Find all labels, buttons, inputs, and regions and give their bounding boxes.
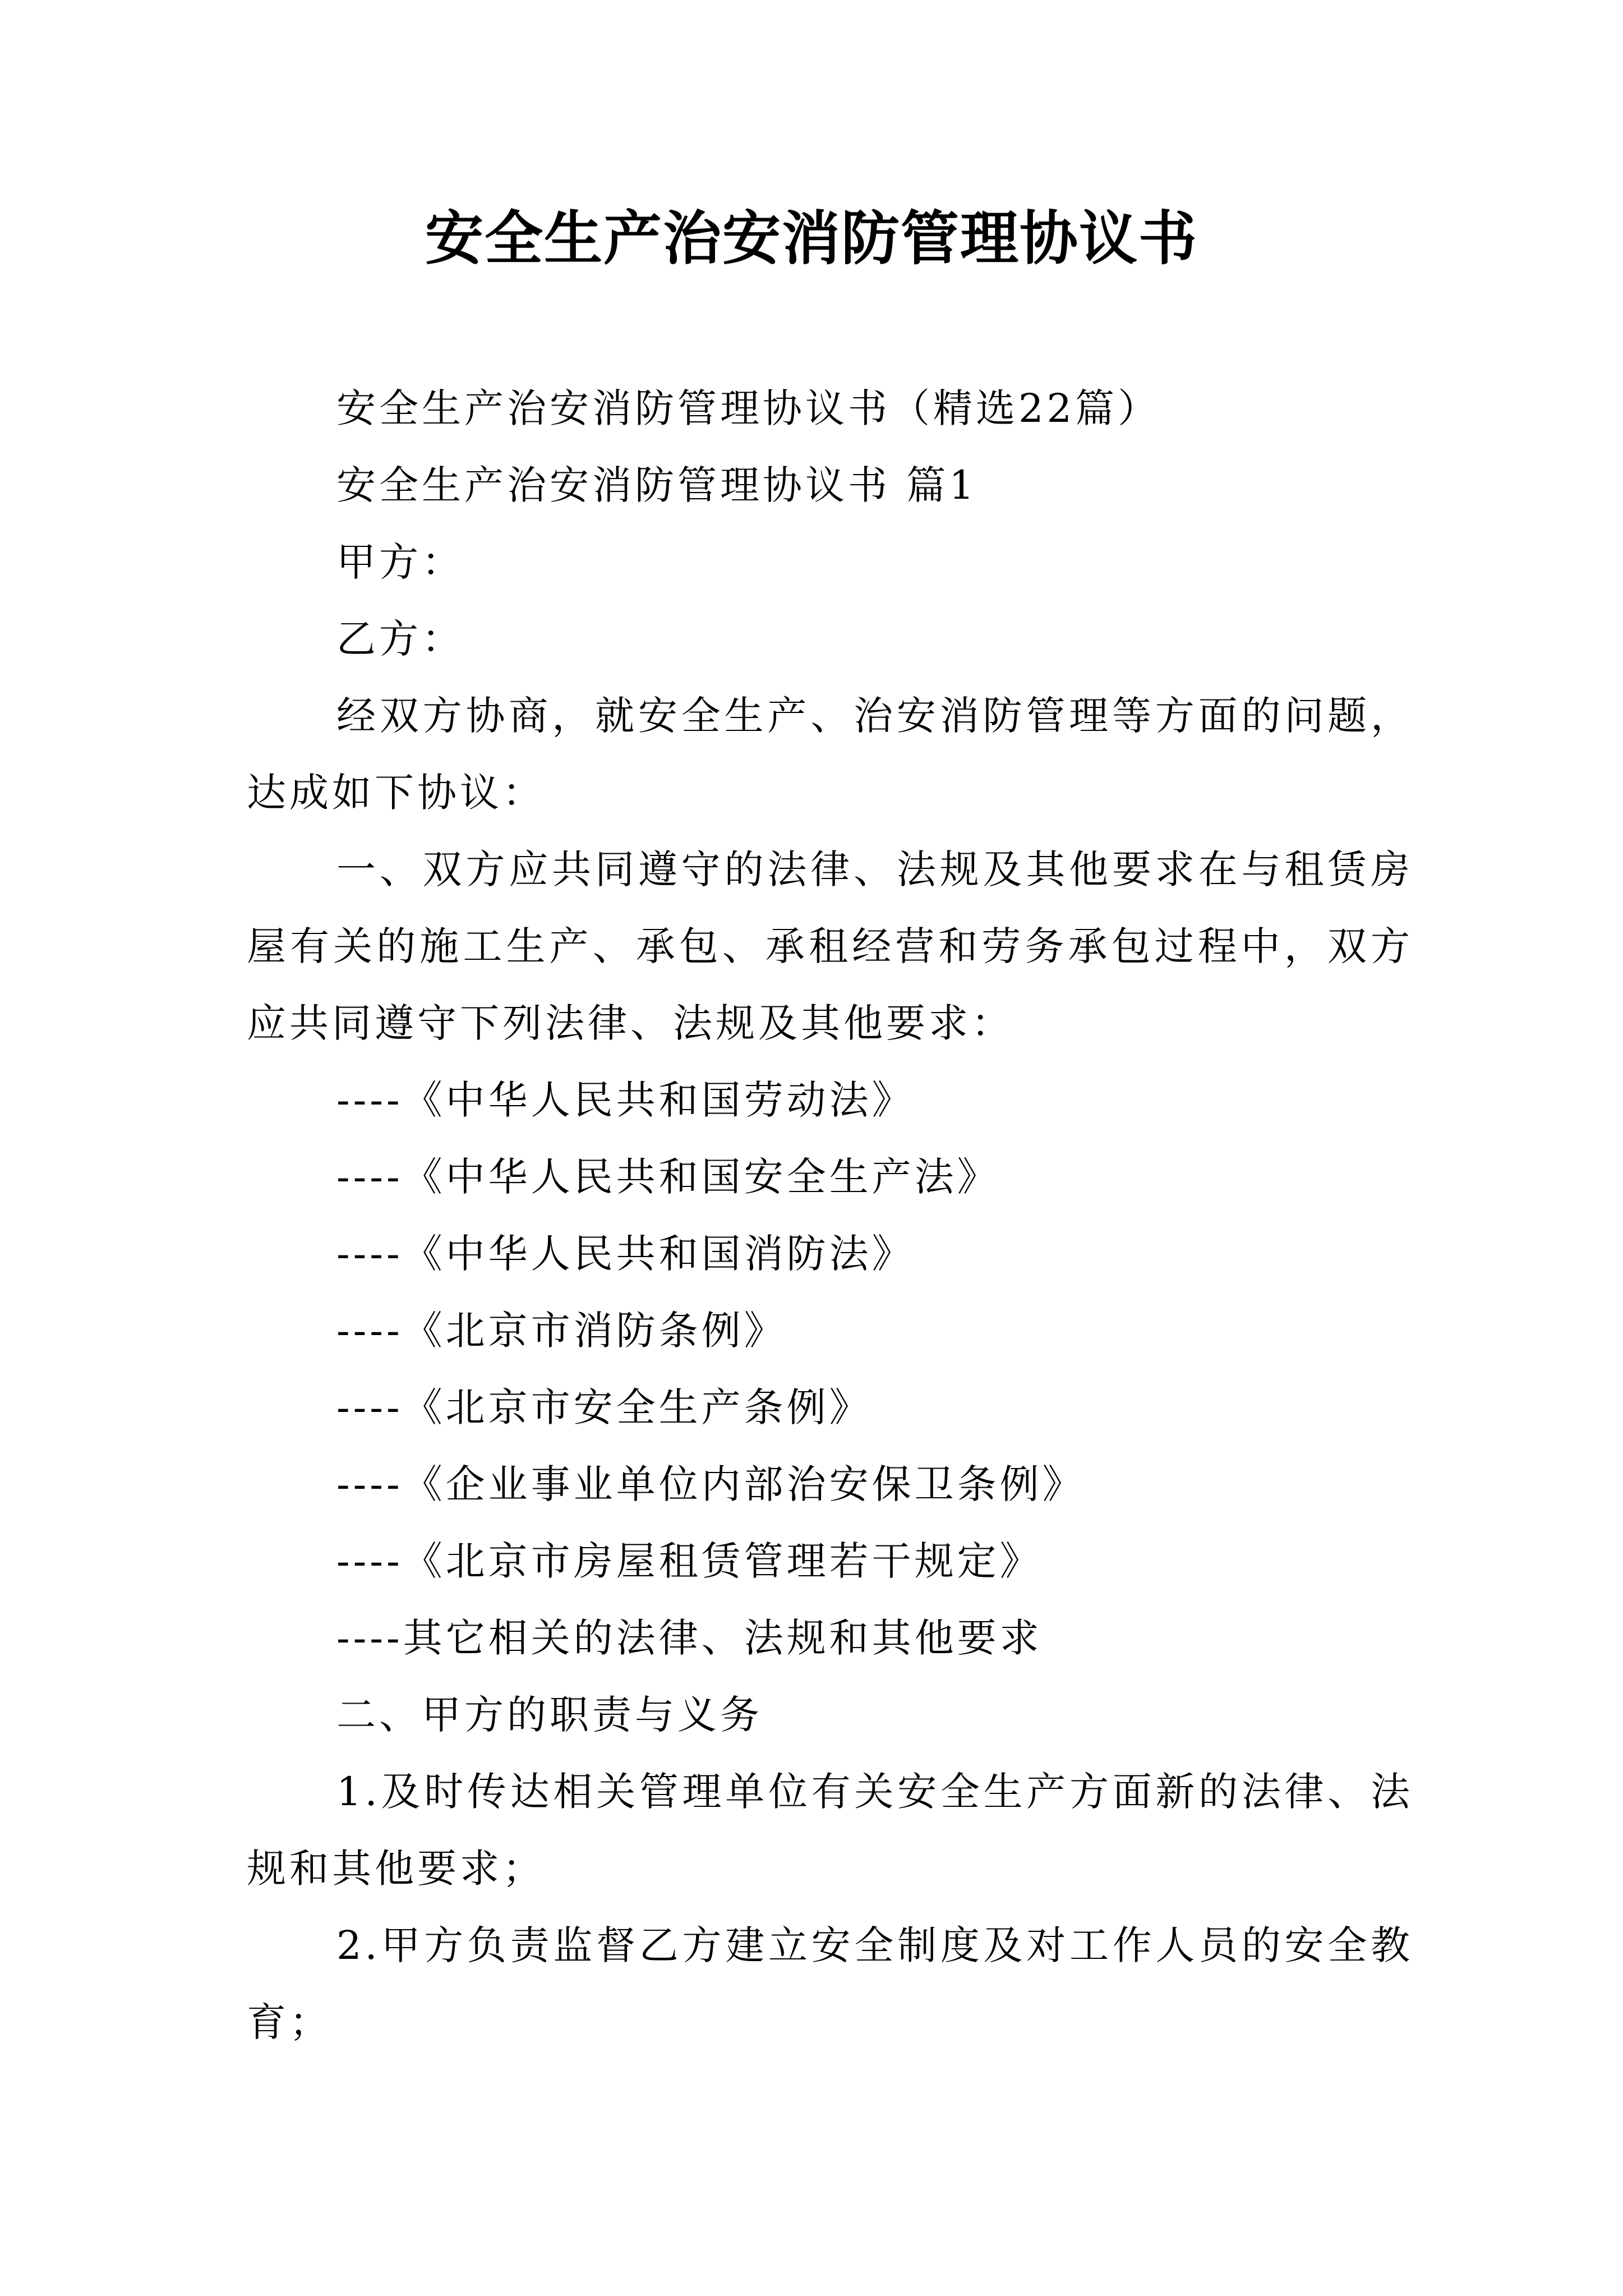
paragraph-subtitle: 安全生产治安消防管理协议书（精选22篇） bbox=[336, 385, 1161, 431]
law-item: ----《北京市安全生产条例》 bbox=[336, 1384, 872, 1430]
paragraph-clause-two-heading: 二、甲方的职责与义务 bbox=[336, 1692, 763, 1738]
paragraph-duty-one: 1.及时传达相关管理单位有关安全生产方面新的法律、法规和其他要求； bbox=[247, 1769, 1413, 1892]
law-item: ----《北京市房屋租赁管理若干规定》 bbox=[336, 1538, 1043, 1584]
law-item: ----《企业事业单位内部治安保卫条例》 bbox=[336, 1461, 1085, 1507]
law-item: ----其它相关的法律、法规和其他要求 bbox=[336, 1615, 1043, 1661]
paragraph-agreement-intro: 经双方协商，就安全生产、治安消防管理等方面的问题，达成如下协议： bbox=[247, 693, 1413, 816]
paragraph-party-a: 甲方： bbox=[336, 539, 464, 585]
paragraph-duty-two: 2.甲方负责监督乙方建立安全制度及对工作人员的安全教育； bbox=[247, 1922, 1413, 2045]
law-item: ----《中华人民共和国消防法》 bbox=[336, 1231, 915, 1277]
law-item: ----《中华人民共和国安全生产法》 bbox=[336, 1154, 1000, 1200]
law-item: ----《北京市消防条例》 bbox=[336, 1308, 787, 1354]
document-title: 安全生产治安消防管理协议书 bbox=[425, 204, 1198, 273]
paragraph-clause-one: 一、双方应共同遵守的法律、法规及其他要求在与租赁房屋有关的施工生产、承包、承租经营和劳务承包过程中，双方应共同遵守下列法律、法规及其他要求： bbox=[247, 846, 1413, 1046]
paragraph-party-b: 乙方： bbox=[336, 616, 464, 662]
document-body bbox=[247, 370, 1413, 2061]
law-item: ----《中华人民共和国劳动法》 bbox=[336, 1077, 915, 1123]
paragraph-section-heading: 安全生产治安消防管理协议书 篇1 bbox=[336, 462, 978, 508]
